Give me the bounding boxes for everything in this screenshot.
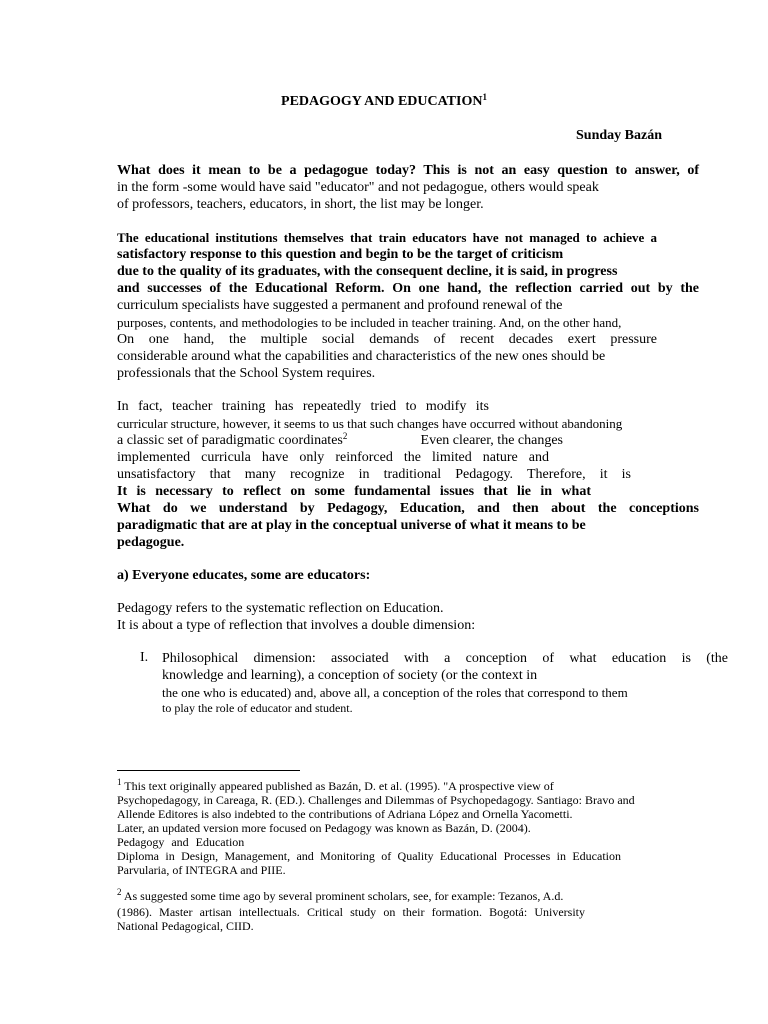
footnote-1-line-7: Parvularia, of INTEGRA and PIIE. — [117, 863, 286, 877]
p2-line-6: purposes, contents, and methodologies to be included in teacher training. And, on the other hand, — [117, 315, 622, 330]
p4-line-1: Pedagogy refers to the systematic reflection on Education. — [117, 601, 444, 616]
p3-line-3-start: a classic set of paradigmatic coordinates$^2$ — [117, 431, 348, 448]
footnote-2-line-1: $^2$ As suggested some time ago by several prominent scholars, see, for example: Tezanos, A.d. — [117, 887, 564, 903]
list-item-line-1: Philosophical dimension: associated with a conception of what education is (the — [162, 651, 728, 666]
list-item-line-4: to play the role of educator and student. — [162, 701, 353, 715]
footnote-ref-1: 1 — [482, 92, 487, 102]
p3-line-5: unsatisfactory that many recognize in traditional Pedagogy. Therefore, it is — [117, 467, 631, 482]
p2-line-2: satisfactory response to this question and begin to be the target of criticism — [117, 247, 564, 262]
p3-line-7: What do we understand by Pedagogy, Education, and then about the conceptions — [117, 501, 699, 516]
footnote-1-marker: 1 — [117, 777, 122, 787]
p2-line-8: considerable around what the capabilities and characteristics of the new ones should be — [117, 349, 606, 364]
p3-line-3-end: Even clearer, the changes — [420, 433, 563, 448]
footnote-1-line-5: Pedagogy and Education — [117, 835, 245, 849]
footnote-1-line-4: Later, an updated version more focused on Pedagogy was known as Bazán, D. (2004). — [117, 821, 531, 835]
p3-line-3 — [117, 432, 563, 449]
p3-line-4: implemented curricula have only reinforced the limited nature and — [117, 450, 549, 465]
author-name: Sunday Bazán — [576, 128, 662, 143]
document-title: PEDAGOGY AND EDUCATION$^1$ — [281, 92, 487, 109]
footnote-1-line-6: Diploma in Design, Management, and Monitoring of Quality Educational Processes in Education — [117, 849, 621, 863]
section-heading-a: a) Everyone educates, some are educators: — [117, 568, 371, 583]
footnote-2-marker: 2 — [117, 887, 122, 897]
p1-line-2: in the form -some would have said "educator" and not pedagogue, others would speak — [117, 180, 599, 195]
list-marker: I. — [140, 650, 149, 665]
footnote-1-line-2: Psychopedagogy, in Careaga, R. (ED.). Challenges and Dilemmas of Psychopedagogy. Santiago: Bravo and — [117, 793, 635, 807]
footnote-ref-2: 2 — [342, 431, 348, 441]
list-item-line-3: the one who is educated) and, above all, a conception of the roles that correspond to them — [162, 685, 628, 700]
footnote-2-line-2: (1986). Master artisan intellectuals. Critical study on their formation. Bogotá: University — [117, 905, 585, 919]
p3-line-9: pedagogue. — [117, 535, 185, 550]
p2-line-7: On one hand, the multiple social demands of recent decades exert pressure — [117, 332, 657, 347]
p2-line-9: professionals that the School System requires. — [117, 366, 376, 381]
list-item-line-2: knowledge and learning), a conception of society (or the context in — [162, 668, 538, 683]
p2-line-5: curriculum specialists have suggested a permanent and profound renewal of the — [117, 298, 563, 313]
p3-line-8: paradigmatic that are at play in the conceptual universe of what it means to be — [117, 518, 586, 533]
footnote-separator — [117, 770, 300, 771]
p3-line-2: curricular structure, however, it seems to us that such changes have occurred without abandoning — [117, 416, 623, 431]
p3-line-6: It is necessary to reflect on some fundamental issues that lie in what — [117, 484, 591, 499]
p1-line-3: of professors, teachers, educators, in short, the list may be longer. — [117, 197, 484, 212]
p2-line-4: and successes of the Educational Reform. On one hand, the reflection carried out by the — [117, 281, 699, 296]
footnote-1-line-3: Allende Editores is also indebted to the contributions of Adriana López and Ornella Yacometti. — [117, 807, 573, 821]
footnote-1-line-1: $^1$ This text originally appeared published as Bazán, D. et al. (1995). "A prospective view of — [117, 777, 554, 793]
p4-line-2: It is about a type of reflection that involves a double dimension: — [117, 618, 476, 633]
footnote-2-line-3: National Pedagogical, CIID. — [117, 919, 254, 933]
p1-line-1: What does it mean to be a pedagogue today? This is not an easy question to answer, of — [117, 163, 699, 178]
p3-line-1: In fact, teacher training has repeatedly tried to modify its — [117, 399, 489, 414]
p2-line-3: due to the quality of its graduates, with the consequent decline, it is said, in progress — [117, 264, 618, 279]
p2-line-1: The educational institutions themselves that train educators have not managed to achieve a — [117, 230, 657, 245]
